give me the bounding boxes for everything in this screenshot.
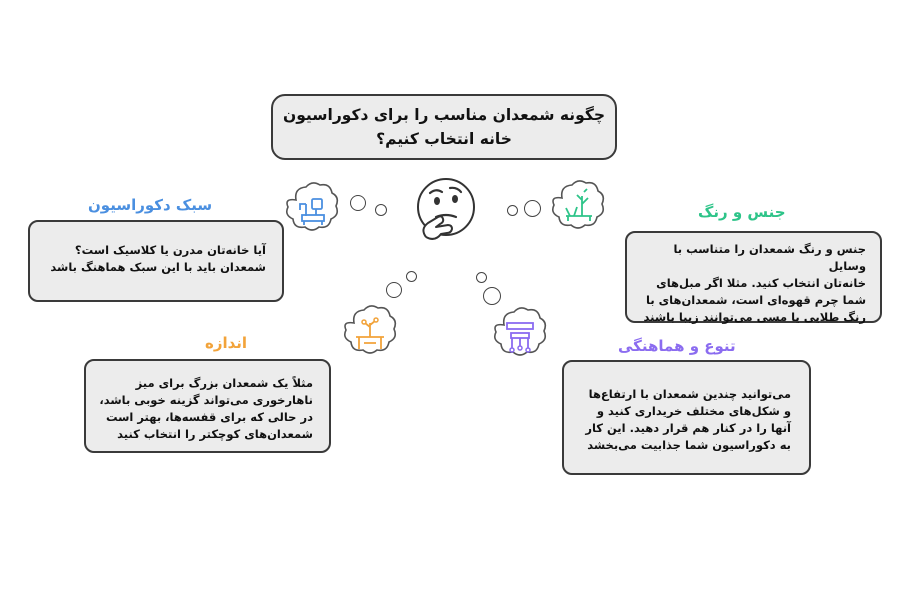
material-heading: جنس و رنگ <box>698 203 786 221</box>
thought-bubble <box>524 200 541 217</box>
variety-text: می‌توانید چندین شمعدان با ارتفاع‌ها و شکل‌های مختلف خریداری کنید و آنها را در کنار هم قرار دهید. این کار به دکوراسیون شما جذابیت می‌بخشد <box>585 387 791 452</box>
thought-bubble <box>350 195 366 211</box>
material-box <box>625 231 882 323</box>
material-text: جنس و رنگ شمعدان را متناسب با وسایل خانه‌تان انتخاب کنید. مثلا اگر مبل‌های شما چرم قهوه‌ای است، شمعدان‌های با رنگ طلایی یا مسی می‌توانند زیبا باشند <box>643 242 866 324</box>
thinking-face-icon <box>412 175 486 243</box>
variety-box <box>562 360 811 475</box>
dining-table-icon <box>340 303 402 363</box>
variety-heading: تنوع و هماهنگی <box>618 337 736 355</box>
size-text: مثلاً یک شمعدان بزرگ برای میز ناهارخوری می‌تواند گزینه خوبی باشد، در حالی که برای قفسه‌ها، بهتر است شمعدان‌های کوچکتر را انتخاب کنید <box>99 376 313 441</box>
thought-bubble <box>476 272 487 283</box>
hanging-shelf-icon <box>490 305 552 365</box>
style-box <box>28 220 284 302</box>
plant-shelf-icon <box>548 178 610 238</box>
table-lamp-icon <box>282 180 342 238</box>
thought-bubble <box>375 204 387 216</box>
title-box <box>271 94 617 160</box>
style-text: آیا خانه‌تان مدرن یا کلاسیک است؟ شمعدان باید با این سبک هماهنگ باشد <box>50 243 266 274</box>
thought-bubble <box>507 205 518 216</box>
style-heading: سبک دکوراسیون <box>88 196 213 214</box>
title-text: چگونه شمعدان مناسب را برای دکوراسیون خانه انتخاب کنیم؟ <box>282 106 606 148</box>
size-box <box>84 359 331 453</box>
thought-bubble <box>386 282 402 298</box>
size-heading: اندازه <box>205 334 248 352</box>
thought-bubble <box>483 287 501 305</box>
thought-bubble <box>406 271 417 282</box>
